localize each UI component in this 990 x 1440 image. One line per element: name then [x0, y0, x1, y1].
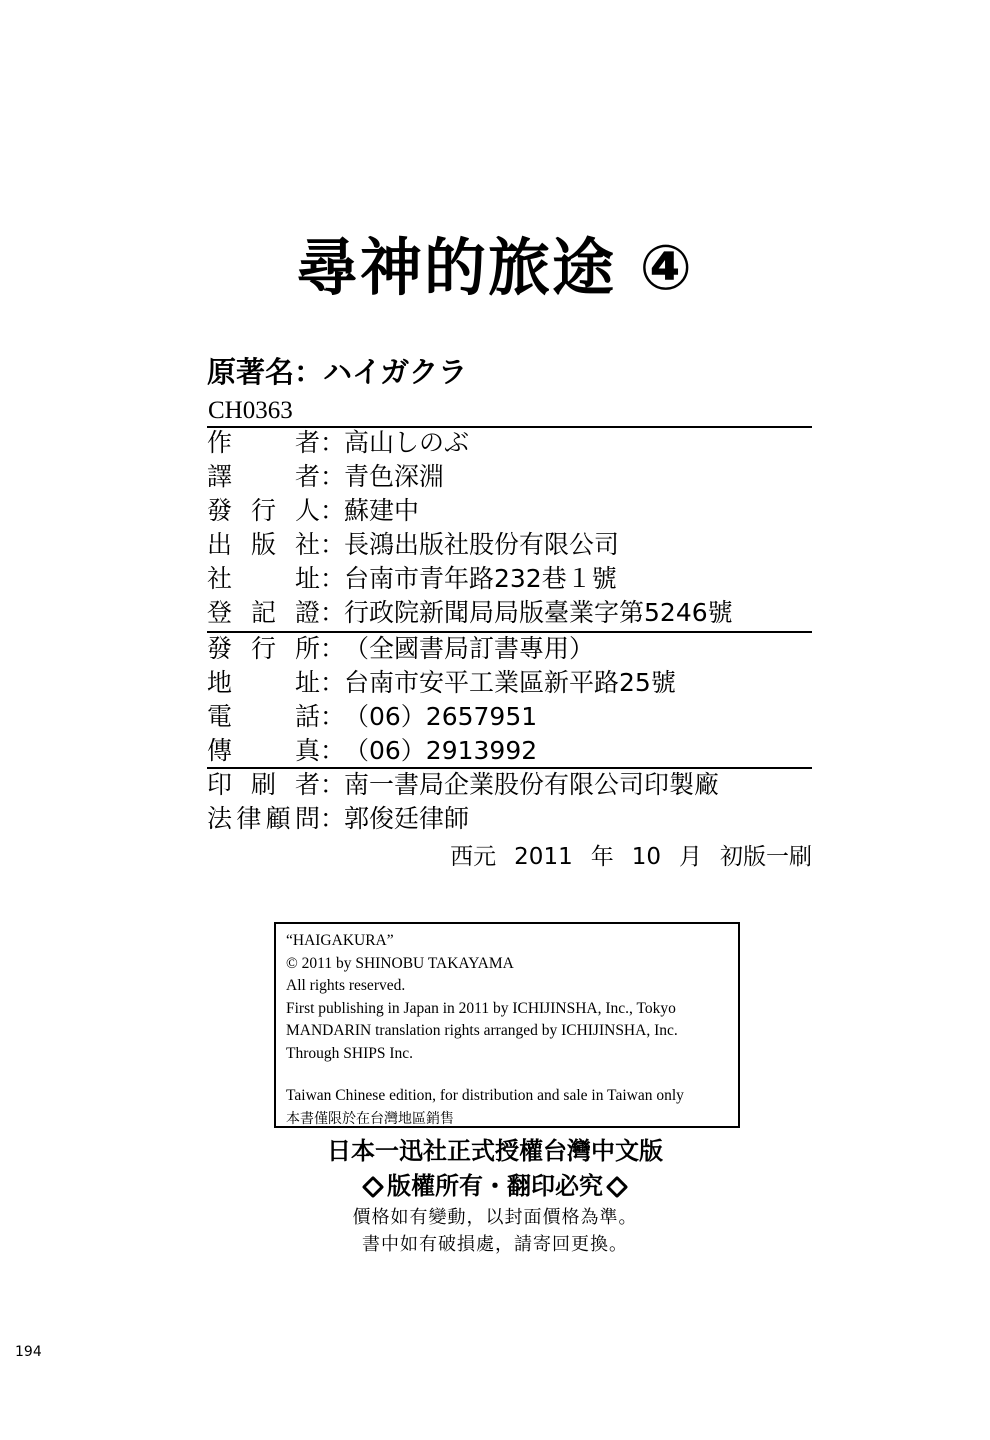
credit-label-char: 電: [207, 702, 233, 731]
credit-colon: ：: [320, 530, 346, 559]
credit-label-char: 者: [294, 428, 320, 457]
credit-label-char: 律: [236, 804, 262, 833]
credit-row: [207, 802, 812, 836]
book-title: 尋神的旅途 ④: [295, 231, 695, 304]
credit-colon: ：: [320, 428, 346, 457]
copyright-line: First publishing in Japan in 2011 by ICHIJINSHA, Inc., Tokyo: [286, 999, 676, 1017]
credit-label-char: 地: [207, 668, 233, 697]
credit-value: 郭俊廷律師: [344, 804, 470, 833]
credit-colon: ：: [320, 598, 346, 627]
credit-value: 台南市青年路232巷１號: [344, 564, 617, 593]
credit-label-char: 傳: [207, 736, 233, 765]
page-number: 194: [15, 1344, 42, 1360]
credit-label-char: 問: [294, 804, 320, 833]
credit-label: [207, 528, 320, 562]
credit-value: 青色深淵: [344, 462, 445, 491]
credit-value: 台南市安平工業區新平路25號: [344, 668, 676, 697]
credit-label: [207, 632, 320, 666]
credit-label-char: 真: [294, 736, 320, 765]
credit-row: [207, 700, 812, 734]
credit-colon: ：: [320, 668, 346, 697]
credit-row: [207, 494, 812, 528]
credit-label-char: 印: [207, 770, 233, 799]
original-title: 原著名：ハイガクラ: [207, 355, 468, 389]
diamond-icon: [362, 1176, 385, 1199]
credit-label-char: 行: [250, 496, 276, 525]
credit-label: [207, 802, 320, 836]
date-year: 2011: [514, 844, 573, 870]
distribution-note-zh: 本書僅限於在台灣地區銷售: [286, 1110, 454, 1127]
copyright-line: Through SHIPS Inc.: [286, 1044, 414, 1062]
credit-colon: ：: [320, 736, 346, 765]
credit-label-char: 發: [207, 634, 233, 663]
credit-label-char: 法: [207, 804, 233, 833]
date-month: 10: [631, 844, 661, 870]
rights-notice: [0, 1170, 990, 1202]
edition-label: 初版一刷: [720, 844, 812, 870]
date-month-unit: 月: [679, 844, 702, 870]
date-year-unit: 年: [590, 844, 614, 870]
credit-label-char: 證: [294, 598, 320, 627]
distribution-note-en: Taiwan Chinese edition, for distribution and sale in Taiwan only: [286, 1087, 684, 1104]
credit-label-char: 顧: [265, 804, 291, 833]
diamond-icon: [606, 1176, 629, 1199]
credit-label-char: 者: [294, 770, 320, 799]
copyright-line: MANDARIN translation rights arranged by ICHIJINSHA, Inc.: [286, 1022, 678, 1039]
copyright-line: “HAIGAKURA”: [286, 932, 394, 949]
credit-colon: ：: [320, 634, 346, 663]
credit-colon: ：: [320, 462, 346, 491]
credit-label: [207, 562, 320, 596]
credit-colon: ：: [320, 564, 346, 593]
credit-row: [207, 666, 812, 700]
credit-label-char: 所: [294, 634, 320, 663]
credit-colon: ：: [320, 496, 346, 525]
credit-label-char: 出: [207, 530, 233, 559]
damage-notice: 書中如有破損處，請寄回更換。: [362, 1234, 628, 1255]
credit-label-char: 登: [207, 598, 233, 627]
credit-row: [207, 596, 812, 630]
credit-label-char: 記: [250, 598, 276, 627]
credit-label-char: 話: [294, 702, 320, 731]
credit-label: [207, 494, 320, 528]
credit-row: [207, 528, 812, 562]
credit-value: （全國書局訂書專用）: [344, 634, 595, 663]
edition-date: [450, 840, 812, 874]
authorization-notice: 日本一迅社正式授權台灣中文版: [327, 1137, 663, 1165]
copyright-line: © 2011 by SHINOBU TAKAYAMA: [286, 954, 514, 972]
credit-label: [207, 666, 320, 700]
credit-value: 南一書局企業股份有限公司印製廠: [344, 770, 720, 799]
credit-colon: ：: [320, 770, 346, 799]
credit-label-char: 址: [294, 564, 320, 593]
date-era: 西元: [450, 844, 497, 870]
credit-row: [207, 768, 812, 802]
credit-row: [207, 426, 812, 460]
credit-label: [207, 460, 320, 494]
credit-label-char: 行: [250, 634, 276, 663]
credit-label-char: 者: [294, 462, 320, 491]
credit-value: （06）2657951: [344, 702, 538, 731]
credit-value: 長鴻出版社股份有限公司: [344, 530, 620, 559]
rights-text: 版權所有・翻印必究: [387, 1172, 603, 1200]
credit-row: [207, 632, 812, 666]
copyright-line: All rights reserved.: [286, 977, 406, 994]
credit-label-char: 社: [207, 564, 233, 593]
credit-row: [207, 460, 812, 494]
credit-value: 蘇建中: [344, 496, 420, 525]
credit-label: [207, 700, 320, 734]
credit-label: [207, 426, 320, 460]
credit-label-char: 人: [294, 496, 320, 525]
credit-label: [207, 768, 320, 802]
credit-value: （06）2913992: [344, 736, 538, 765]
credit-label-char: 址: [294, 668, 320, 697]
credit-row: [207, 734, 812, 768]
credit-label: [207, 596, 320, 630]
credit-label-char: 譯: [207, 462, 233, 491]
credit-colon: ：: [320, 702, 346, 731]
credit-label-char: 版: [250, 530, 276, 559]
credit-label: [207, 734, 320, 768]
copyright-box: [274, 922, 740, 1128]
price-notice: 價格如有變動，以封面價格為準。: [352, 1207, 638, 1228]
credit-row: [207, 562, 812, 596]
credit-label-char: 發: [207, 496, 233, 525]
credit-value: 高山しのぶ: [344, 428, 470, 457]
credit-colon: ：: [320, 804, 346, 833]
credit-label-char: 刷: [250, 770, 276, 799]
credit-label-char: 社: [294, 530, 320, 559]
credit-label-char: 作: [207, 428, 233, 457]
catalog-code: CH0363: [208, 397, 293, 424]
credit-value: 行政院新聞局局版臺業字第5246號: [344, 598, 733, 627]
